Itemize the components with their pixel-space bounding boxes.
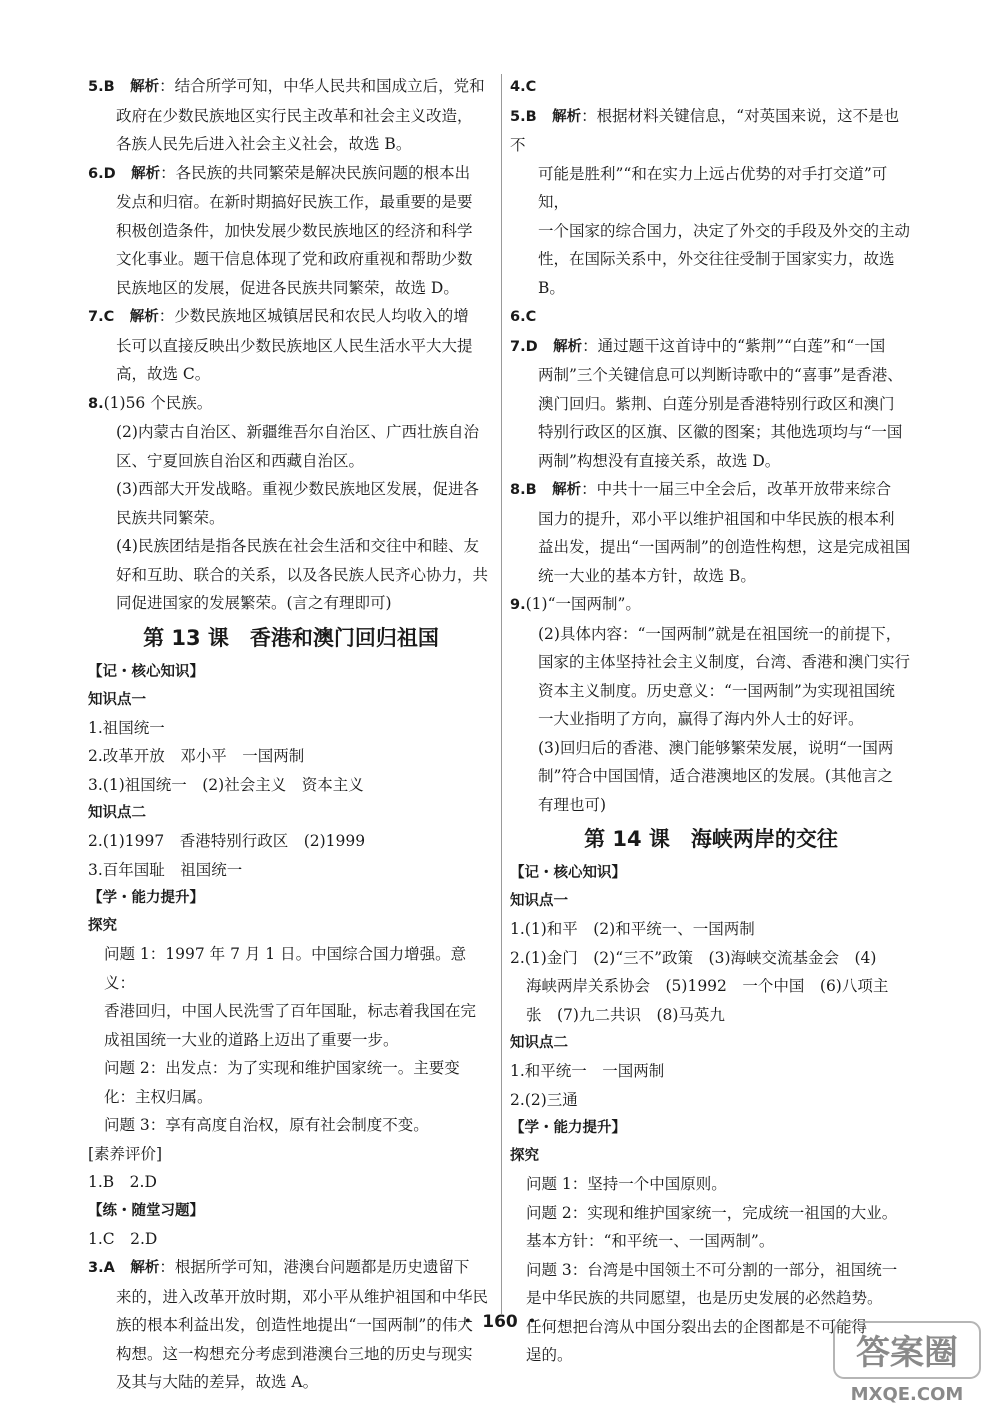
answer-text: 国力的提升，邓小平以维护祖国和中华民族的根本利	[538, 509, 895, 528]
answer-text: 特别行政区的区旗、区徽的图案；其他选项均与“一国	[538, 423, 903, 441]
answer-text: (4)民族团结是指各民族在社会生活和交往中和睦、友	[116, 537, 479, 555]
answer-text: 同促进国家的发展繁荣。(言之有理即可)	[116, 594, 392, 612]
answer-text: 民族地区的发展，促进各民族共同繁荣，故选 D。	[116, 278, 459, 297]
answer-number: 8.	[88, 395, 104, 412]
answer-text: 积极创造条件，加快发展少数民族地区的经济和科学	[116, 221, 473, 240]
answer-text: 国家的主体坚持社会主义制度，台湾、香港和澳门实行	[538, 653, 911, 671]
column-divider	[501, 74, 502, 1314]
knowledge-point-2: 知识点二	[510, 1035, 568, 1051]
question-answer: 香港回归，中国人民洗雪了百年国耻，标志着我国在完	[104, 1002, 477, 1020]
explore-heading: 探究	[88, 918, 117, 934]
answer-number: 7.C	[88, 309, 115, 325]
question-answer: 问题 1：1997 年 7 月 1 日。中国综合国力增强。意义：	[104, 945, 467, 992]
question-answer: 问题 2：出发点：为了实现和维护国家统一。主要变	[104, 1059, 460, 1077]
answer-text: 发点和归宿。在新时期搞好民族工作，最重要的是要	[116, 193, 473, 211]
question-answer: 问题 3：享有高度自治权，原有社会制度不变。	[104, 1116, 429, 1134]
question-answer: 基本方针：“和平统一、一国两制”。	[526, 1232, 775, 1250]
answer-text: ：结合所学可知，中华人民共和国成立后，党和	[159, 77, 485, 95]
answer-text: 政府在少数民族地区实行民主改革和社会主义改造，	[116, 106, 473, 125]
answer-text: ：中共十一届三中全会后，改革开放带来综合	[581, 480, 892, 498]
answer-7	[88, 302, 494, 389]
answer-text: 性，在国际关系中，外交往往受制于国家实力，故选 B。	[538, 250, 895, 297]
knowledge-point-1: 知识点一	[88, 691, 146, 708]
answer-number: 3.A	[88, 1260, 115, 1276]
answer-line: 张 (7)九二共识 (8)马英九	[526, 1005, 725, 1024]
answer-5-right	[510, 102, 912, 303]
answer-text: ：通过题干这首诗中的“紫荆”“白莲”和“一国	[582, 336, 886, 355]
answer-text: 文化事业。题干信息体现了党和政府重视和帮助少数	[116, 250, 473, 268]
answer-text: 各族人民先后进入社会主义社会，故选 B。	[116, 135, 412, 153]
answer-text: (2)具体内容：“一国两制”就是在祖国统一的前提下，	[538, 624, 902, 643]
answer-text: 区、宁夏回族自治区和西藏自治区。	[116, 451, 365, 470]
answer-7-right	[510, 332, 912, 476]
answer-text: ：根据所学可知，港澳台问题都是历史遗留下	[159, 1258, 470, 1276]
answer-line: 3.(1)祖国统一 (2)社会主义 资本主义	[88, 775, 364, 794]
answer-text: (3)回归后的香港、澳门能够繁荣发展，说明“一国两	[538, 738, 894, 757]
answer-text: (3)西部大开发战略。重视少数民族地区发展，促进各	[116, 480, 479, 498]
watermark-main-text: 答案圈	[856, 1333, 958, 1373]
explore-heading: 探究	[510, 1148, 539, 1164]
answer-line: 2.改革开放 邓小平 一国两制	[88, 747, 305, 765]
analysis-label: 解析	[553, 338, 583, 355]
answer-number: 5.B	[88, 79, 115, 95]
page-number: ・ 160 ・	[459, 1312, 541, 1332]
answer-text: 两制”三个关键信息可以判断诗歌中的“喜事”是香港、	[538, 366, 903, 384]
analysis-label: 解析	[129, 309, 159, 325]
answer-text: 高，故选 C。	[116, 365, 211, 383]
answer-number: 6.D	[88, 165, 116, 182]
answer-number: 4.C	[510, 79, 537, 95]
answer-text: ：根据材料关键信息，“对英国来说，这不是也不	[510, 106, 900, 154]
analysis-label: 解析	[131, 165, 161, 182]
answer-line: 1.和平统一 一国两制	[510, 1062, 665, 1080]
answer-text: 可能是胜利”“和在实力上远占优势的对手打交道”可知，	[538, 164, 888, 211]
answer-4	[510, 72, 912, 102]
section-core-knowledge: 【记・核心知识】	[510, 865, 626, 881]
answer-text: ：各民族的共同繁荣是解决民族问题的根本出	[160, 163, 471, 182]
question-answer: 问题 2：实现和维护国家统一，完成统一祖国的大业。	[526, 1203, 898, 1222]
question-answer: 化：主权归属。	[104, 1087, 213, 1106]
answer-line: 1.祖国统一	[88, 718, 165, 737]
left-column	[88, 72, 494, 1397]
question-answer: 问题 3：台湾是中国领土不可分割的一部分，祖国统一	[526, 1260, 898, 1279]
answer-text: 好和互助、联合的关系，以及各民族人民齐心协力，共	[116, 565, 489, 584]
answer-line: 1.B 2.D	[88, 1173, 157, 1191]
answer-text: 制”符合中国国情，适合港澳地区的发展。(其他言之	[538, 767, 893, 785]
answer-text: 及其与大陆的差异，故选 A。	[116, 1373, 319, 1391]
answer-text: 一个国家的综合国力，决定了外交的手段及外交的主动	[538, 221, 911, 240]
question-answer: 任何想把台湾从中国分裂出去的企图都是不可能得	[526, 1317, 868, 1336]
literacy-evaluation-heading: [素养评价]	[88, 1144, 163, 1163]
answer-text: 族的根本利益出发，创造性地提出“一国两制”的伟大	[116, 1316, 473, 1334]
answer-text: 一大业指明了方向，赢得了海内外人士的好评。	[538, 710, 864, 728]
answer-text: 澳门回归。紫荆、白莲分别是香港特别行政区和澳门	[538, 394, 895, 413]
analysis-label: 解析	[552, 108, 582, 125]
question-answer: 问题 1：坚持一个中国原则。	[526, 1175, 727, 1193]
answer-5	[88, 72, 494, 159]
right-column	[510, 72, 912, 1370]
answer-number: 9.	[510, 597, 526, 613]
answer-number: 7.D	[510, 338, 538, 355]
answer-text: (1)“一国两制”。	[525, 595, 641, 613]
answer-text: 两制”构想没有直接关系，故选 D。	[538, 451, 781, 470]
answer-number: 6.C	[510, 309, 537, 325]
knowledge-point-2: 知识点二	[88, 805, 146, 821]
answer-text: 统一大业的基本方针，故选 B。	[538, 566, 756, 585]
section-practice: 【练・随堂习题】	[88, 1202, 204, 1219]
answer-line: 2.(2)三通	[510, 1090, 578, 1109]
question-answer: 逞的。	[526, 1346, 573, 1364]
answer-text: 民族共同繁荣。	[116, 508, 225, 527]
lesson-13-title: 第 13 课 香港和澳门回归祖国	[143, 625, 439, 650]
answer-text: (2)内蒙古自治区、新疆维吾尔自治区、广西壮族自治	[116, 423, 479, 441]
answer-text: 来的，进入改革开放时期，邓小平从维护祖国和中华民	[116, 1287, 489, 1306]
answer-text: 长可以直接反映出少数民族地区人民生活水平大大提	[116, 336, 473, 355]
watermark-logo	[832, 1318, 982, 1408]
answer-text: 资本主义制度。历史意义：“一国两制”为实现祖国统	[538, 681, 895, 700]
answer-line: 1.C 2.D	[88, 1229, 158, 1248]
answer-text: 构想。这一构想充分考虑到港澳台三地的历史与现实	[116, 1344, 473, 1363]
section-ability: 【学・能力提升】	[88, 890, 204, 906]
answer-text: (1)56 个民族。	[103, 393, 213, 412]
analysis-label: 解析	[552, 482, 582, 498]
answer-8	[88, 389, 494, 618]
answer-text: ：少数民族地区城镇居民和农民人均收入的增	[158, 307, 469, 325]
question-answer: 成祖国统一大业的道路上迈出了重要一步。	[104, 1030, 399, 1049]
answer-6	[88, 159, 494, 303]
answer-text: 有理也可)	[538, 795, 607, 814]
section-core-knowledge: 【记・核心知识】	[88, 663, 204, 680]
answer-number: 5.B	[510, 108, 537, 125]
analysis-label: 解析	[130, 1260, 160, 1276]
analysis-label: 解析	[130, 79, 160, 95]
answer-line: 2.(1)金门 (2)“三不”政策 (3)海峡交流基金会 (4)	[510, 948, 877, 967]
answer-line: 1.(1)和平 (2)和平统一、一国两制	[510, 920, 755, 938]
knowledge-point-1: 知识点一	[510, 893, 568, 909]
answer-9	[510, 590, 912, 819]
answer-number: 8.B	[510, 482, 537, 498]
answer-line: 海峡两岸关系协会 (5)1992 一个中国 (6)八项主	[526, 977, 889, 995]
answer-line: 3.百年国耻 祖国统一	[88, 860, 243, 879]
answer-text: 益出发，提出“一国两制”的创造性构想，这是完成祖国	[538, 538, 911, 556]
lesson-14-title: 第 14 课 海峡两岸的交往	[584, 827, 838, 851]
watermark-url-text: MXQE.COM	[850, 1384, 964, 1405]
question-answer: 是中华民族的共同愿望，也是历史发展的必然趋势。	[526, 1289, 883, 1307]
answer-line: 2.(1)1997 香港特别行政区 (2)1999	[88, 832, 366, 850]
answer-8-right	[510, 475, 912, 590]
answer-6-right	[510, 302, 912, 332]
section-ability: 【学・能力提升】	[510, 1120, 626, 1136]
